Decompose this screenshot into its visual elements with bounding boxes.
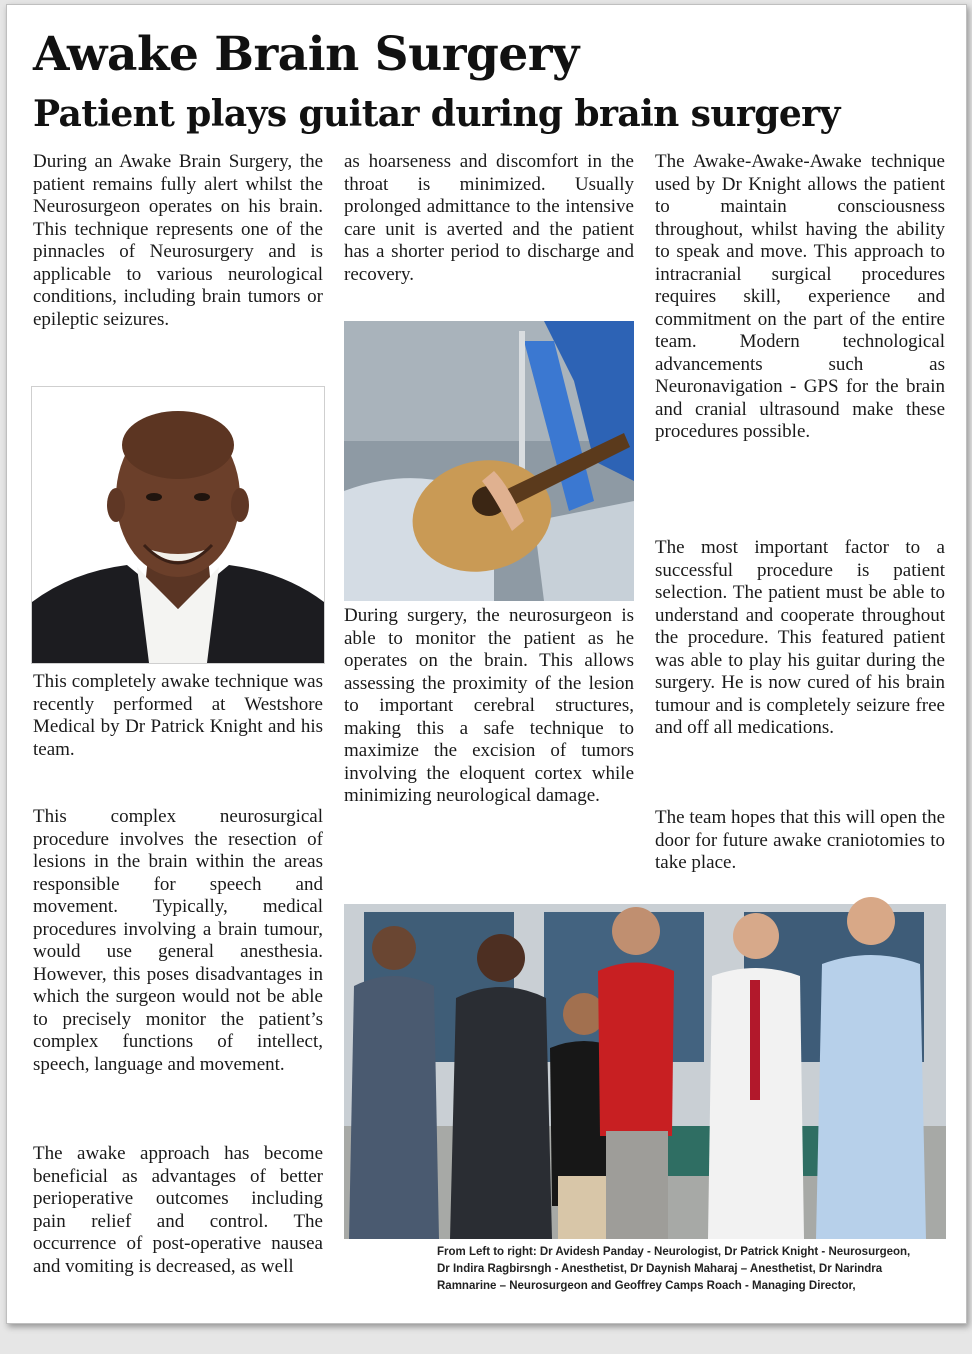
col1-paragraph-1: During an Awake Brain Surgery, the patient remains fully alert whilst the Neurosurgeon operates on his brain. This technique represents one of the pinnacles of Neurosurgery and is applicable to various neurological conditions, including brain tumors or epileptic seizures. [33, 151, 323, 330]
col2-paragraph-1: as hoarseness and discomfort in the throat is minimized. Usually prolonged admittance to the intensive care unit is averted and the patient has a shorter period to discharge and recovery. [344, 151, 634, 285]
col1-paragraph-4: The awake approach has become beneficial as advantages of better perioperative outcomes including pain relief and control. The occurrence of post-operative nausea and vomiting is decreased, as well [33, 1143, 323, 1277]
col3-paragraph-2: The most important factor to a successful procedure is patient selection. The patient must be able to understand and cooperate throughout the procedure. This featured patient was able to play his guitar during the surgery. He is now cured of his brain tumour and is completely seizure free and off all medications. [655, 537, 945, 738]
team-photo [344, 876, 946, 1239]
guitar-surgery-photo [344, 321, 634, 601]
subheadline: Patient plays guitar during brain surgery [33, 93, 840, 135]
col2-paragraph-2: During surgery, the neurosurgeon is able to monitor the patient as he operates on the brain. This allows assessing the proximity of the lesion to important cerebral structures, making this a safe technique to maximize the excision of tumors involving the eloquent cortex while minimizing neurological damage. [344, 605, 634, 806]
headline: Awake Brain Surgery [33, 27, 579, 82]
newspaper-page [6, 4, 967, 1324]
col3-paragraph-1: The Awake-Awake-Awake technique used by Dr Knight allows the patient to maintain consciousness throughout, whilst having the ability to speak and move. This approach to intracranial surgical procedures requires skill, experience and commitment on the part of the entire team. Modern technological advancements such as Neuronavigation - GPS for the brain and cranial ultrasound make these procedures possible. [655, 151, 945, 442]
photo-caption: From Left to right: Dr Avidesh Panday - Neurologist, Dr Patrick Knight - Neurosurgeon, Dr Indira Ragbirsngh - Anesthetist, Dr Daynish Maharaj – Anesthetist, Dr Narindra Ramnarine – Neurosurgeon and Geoffrey Camps Roach - Managing Director, [437, 1246, 911, 1292]
col3-paragraph-3: The team hopes that this will open the door for future awake craniotomies to take place. [655, 807, 945, 873]
col1-paragraph-2: This completely awake technique was recently performed at Westshore Medical by Dr Patrick Knight and his team. [33, 671, 323, 760]
portrait-photo [31, 386, 325, 664]
col1-paragraph-3: This complex neurosurgical procedure involves the resection of lesions in the brain within the areas responsible for speech and movement. Typically, medical procedures involving a brain tumour, would use general anesthesia. However, this poses disadvantages in which the surgeon would not be able to precisely monitor the patient’s complex functions of intellect, speech, language and movement. [33, 806, 323, 1075]
